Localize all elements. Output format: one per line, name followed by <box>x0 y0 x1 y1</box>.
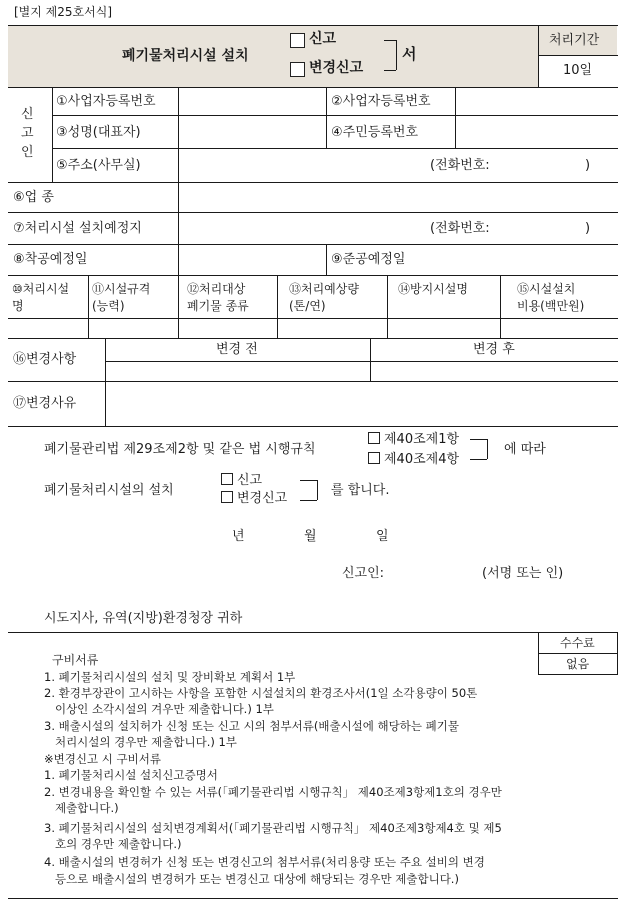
reporter-name-field[interactable] <box>392 562 472 584</box>
col-facility-name-b: 명 <box>12 299 24 313</box>
business-type-field[interactable] <box>180 184 616 210</box>
bracket-bottom <box>470 459 487 460</box>
name-field[interactable] <box>180 117 324 146</box>
change-report-checkbox[interactable] <box>290 62 305 77</box>
change-option-label: 변경신고 <box>309 60 364 76</box>
date-month: 월 <box>304 529 317 544</box>
install-site-label: ⑦처리시설 설치예정지 <box>13 221 142 236</box>
top-border <box>8 25 618 26</box>
name-label: ③성명(대표자) <box>56 125 141 140</box>
docs-line-12: 4. 배출시설의 변경허가 신청 또는 변경신고의 첨부서류(처리용량 또는 주요 설비의 변경 <box>44 855 485 869</box>
docs-line-7: 1. 폐기물처리시설 설치신고증명서 <box>44 768 218 782</box>
art4-checkbox[interactable] <box>368 452 380 464</box>
date-day: 일 <box>376 529 389 544</box>
col-line <box>178 87 179 275</box>
decl-change-option[interactable] <box>221 491 287 507</box>
header-divider <box>538 25 539 87</box>
processing-period-value: 10일 <box>563 63 593 78</box>
row-line <box>52 148 618 149</box>
form-title-suffix: 서 <box>402 45 417 63</box>
biz-reg-no-field-1[interactable] <box>180 89 324 113</box>
col-spec-a: ⑪시설규격 <box>92 282 151 296</box>
art1-option[interactable] <box>368 432 459 448</box>
decl-report-checkbox[interactable] <box>221 473 233 485</box>
bracket-side <box>317 480 318 500</box>
col-line <box>326 87 327 148</box>
fee-box-mid <box>538 653 618 654</box>
fee-box-right <box>617 632 618 674</box>
header-bottom-border <box>8 87 618 88</box>
reporter-side-label-3: 인 <box>21 145 34 160</box>
reporter-side-label-2: 고 <box>21 126 34 141</box>
row-line <box>8 338 618 339</box>
decl-change-option-label: 변경신고 <box>237 491 288 506</box>
col-waste-type-b: 폐기물 종류 <box>187 299 249 313</box>
bracket-top <box>384 40 396 41</box>
spec-cell[interactable] <box>89 319 177 337</box>
address-field[interactable] <box>180 150 430 180</box>
prevention-facility-cell[interactable] <box>388 319 499 337</box>
row-line <box>52 115 618 116</box>
fee-box-bottom <box>538 674 618 675</box>
row-line <box>8 212 618 213</box>
docs-line-3: 이상인 소각시설의 겨우만 제출합니다.) 1부 <box>44 702 274 716</box>
change-after-header: 변경 후 <box>473 342 515 357</box>
docs-line-9: 제출합니다.) <box>44 801 119 815</box>
complete-date-field[interactable] <box>430 246 616 273</box>
processing-period-label: 처리기간 <box>549 33 600 48</box>
sign-or-seal-label: (서명 또는 인) <box>482 566 564 581</box>
docs-line-13: 등으로 배출시설의 변경허가 또는 변경신고 대상에 해당되는 경우만 제출합니다.) <box>44 872 459 886</box>
docs-line-5: 처리시설의 경우만 제출합니다.) 1부 <box>44 735 237 749</box>
biz-reg-no-label-2: ②사업자등록번호 <box>331 94 431 109</box>
docs-line-1: 1. 폐기물처리시설의 설치 및 장비확보 계획서 1부 <box>44 670 296 684</box>
row-line <box>8 244 618 245</box>
change-before-field[interactable] <box>106 362 369 380</box>
date-year: 년 <box>232 529 245 544</box>
fee-value: 없음 <box>566 657 590 671</box>
docs-bottom-border <box>8 898 618 899</box>
address-phone-label: (전화번호: <box>430 158 490 173</box>
col-waste-type-a: ⑫처리대상 <box>187 282 246 296</box>
col-install-cost-b: 비용(백만원) <box>517 299 585 313</box>
art4-option[interactable] <box>368 452 459 468</box>
expected-volume-cell[interactable] <box>278 319 386 337</box>
docs-line-11: 호의 경우만 제출합니다.) <box>44 837 182 851</box>
docs-line-8: 2. 변경내용을 확인할 수 있는 서류(「폐기물관리법 시행규칙」 제40조제3항제1호의 경우만 <box>44 785 502 799</box>
col-install-cost-a: ⑮시설설치 <box>517 282 576 296</box>
change-reason-label: ⑰변경사유 <box>13 396 77 411</box>
decl-report-option-label: 신고 <box>237 473 263 488</box>
docs-line-2: 2. 환경부장관이 고시하는 사항을 포함한 시설설치의 환경조사서(1일 소각용량이 50톤 <box>44 686 478 700</box>
bracket-side <box>487 439 488 459</box>
form-title: 폐기물처리시설 설치 <box>122 48 249 64</box>
according-text: 에 따라 <box>504 442 546 457</box>
period-divider <box>538 55 618 56</box>
install-site-field[interactable] <box>180 214 430 242</box>
change-items-label: ⑯변경사항 <box>13 352 77 367</box>
reporter-side-label-1: 신 <box>21 107 34 122</box>
docs-top-border <box>8 632 618 633</box>
change-reason-field[interactable] <box>106 382 617 425</box>
col-line <box>326 244 327 275</box>
addressee: 시도지사, 유역(지방)환경청장 귀하 <box>44 611 243 626</box>
col-expected-volume-b: (톤/연) <box>289 299 326 313</box>
address-label: ⑤주소(사무실) <box>56 158 141 173</box>
docs-line-10: 3. 폐기물처리시설의 설치변경계획서(「폐기물관리법 시행규칙」 제40조제3항제4호 및 제5 <box>44 821 502 835</box>
install-cost-cell[interactable] <box>501 319 617 337</box>
art1-checkbox[interactable] <box>368 432 380 444</box>
bracket-bottom <box>300 500 317 501</box>
col-facility-name-a: ⑩처리시설 <box>12 282 70 296</box>
form-number-label: [별지 제25호서식] <box>14 5 112 19</box>
row-line <box>8 182 618 183</box>
decl-change-checkbox[interactable] <box>221 491 233 503</box>
col-spec-b: (능력) <box>92 299 125 313</box>
law-reference-text: 폐기물관리법 제29조제2항 및 같은 법 시행규칙 <box>44 442 316 457</box>
bracket-top <box>300 480 317 481</box>
bracket-top <box>470 439 487 440</box>
complete-date-label: ⑨준공예정일 <box>331 252 406 267</box>
header-shade <box>8 25 538 87</box>
row-line <box>8 426 618 427</box>
report-option-label: 신고 <box>309 31 337 47</box>
facility-install-text: 폐기물처리시설의 설치 <box>44 483 174 498</box>
decl-report-option[interactable] <box>221 473 262 489</box>
start-date-label: ⑧착공예정일 <box>13 252 88 267</box>
start-date-field[interactable] <box>180 246 324 273</box>
biz-reg-no-field-2[interactable] <box>457 89 616 113</box>
waste-type-cell[interactable] <box>179 319 276 337</box>
bracket-side <box>396 40 397 70</box>
reporter-signature-label: 신고인: <box>342 566 385 581</box>
report-checkbox[interactable] <box>290 33 305 48</box>
col-line <box>52 87 53 182</box>
install-site-phone-close: ) <box>585 221 591 236</box>
biz-reg-no-label-1: ①사업자등록번호 <box>56 94 156 109</box>
change-before-header: 변경 전 <box>216 342 258 357</box>
address-phone-close: ) <box>585 158 591 173</box>
resident-no-label: ④주민등록번호 <box>331 125 419 140</box>
facility-name-cell[interactable] <box>9 319 87 337</box>
change-after-field[interactable] <box>371 362 617 380</box>
row-line <box>8 275 618 276</box>
art4-option-label: 제40조제4항 <box>384 452 460 467</box>
art1-option-label: 제40조제1항 <box>384 432 460 447</box>
resident-no-field[interactable] <box>457 117 616 146</box>
fee-label: 수수료 <box>560 636 595 650</box>
do-text: 를 합니다. <box>331 483 390 498</box>
col-line <box>455 87 456 148</box>
docs-line-4: 3. 배출시설의 설치허가 신청 또는 신고 시의 첨부서류(배출시설에 해당하는 폐기물 <box>44 719 459 733</box>
docs-title: 구비서류 <box>52 653 99 667</box>
col-expected-volume-a: ⑬처리예상량 <box>289 282 359 296</box>
docs-line-6: ※변경신고 시 구비서류 <box>44 752 161 766</box>
bracket-bottom <box>384 70 396 71</box>
business-type-label: ⑥업 종 <box>13 190 54 205</box>
col-prevention-facility: ⑭방지시설명 <box>398 282 468 296</box>
install-site-phone-label: (전화번호: <box>430 221 490 236</box>
